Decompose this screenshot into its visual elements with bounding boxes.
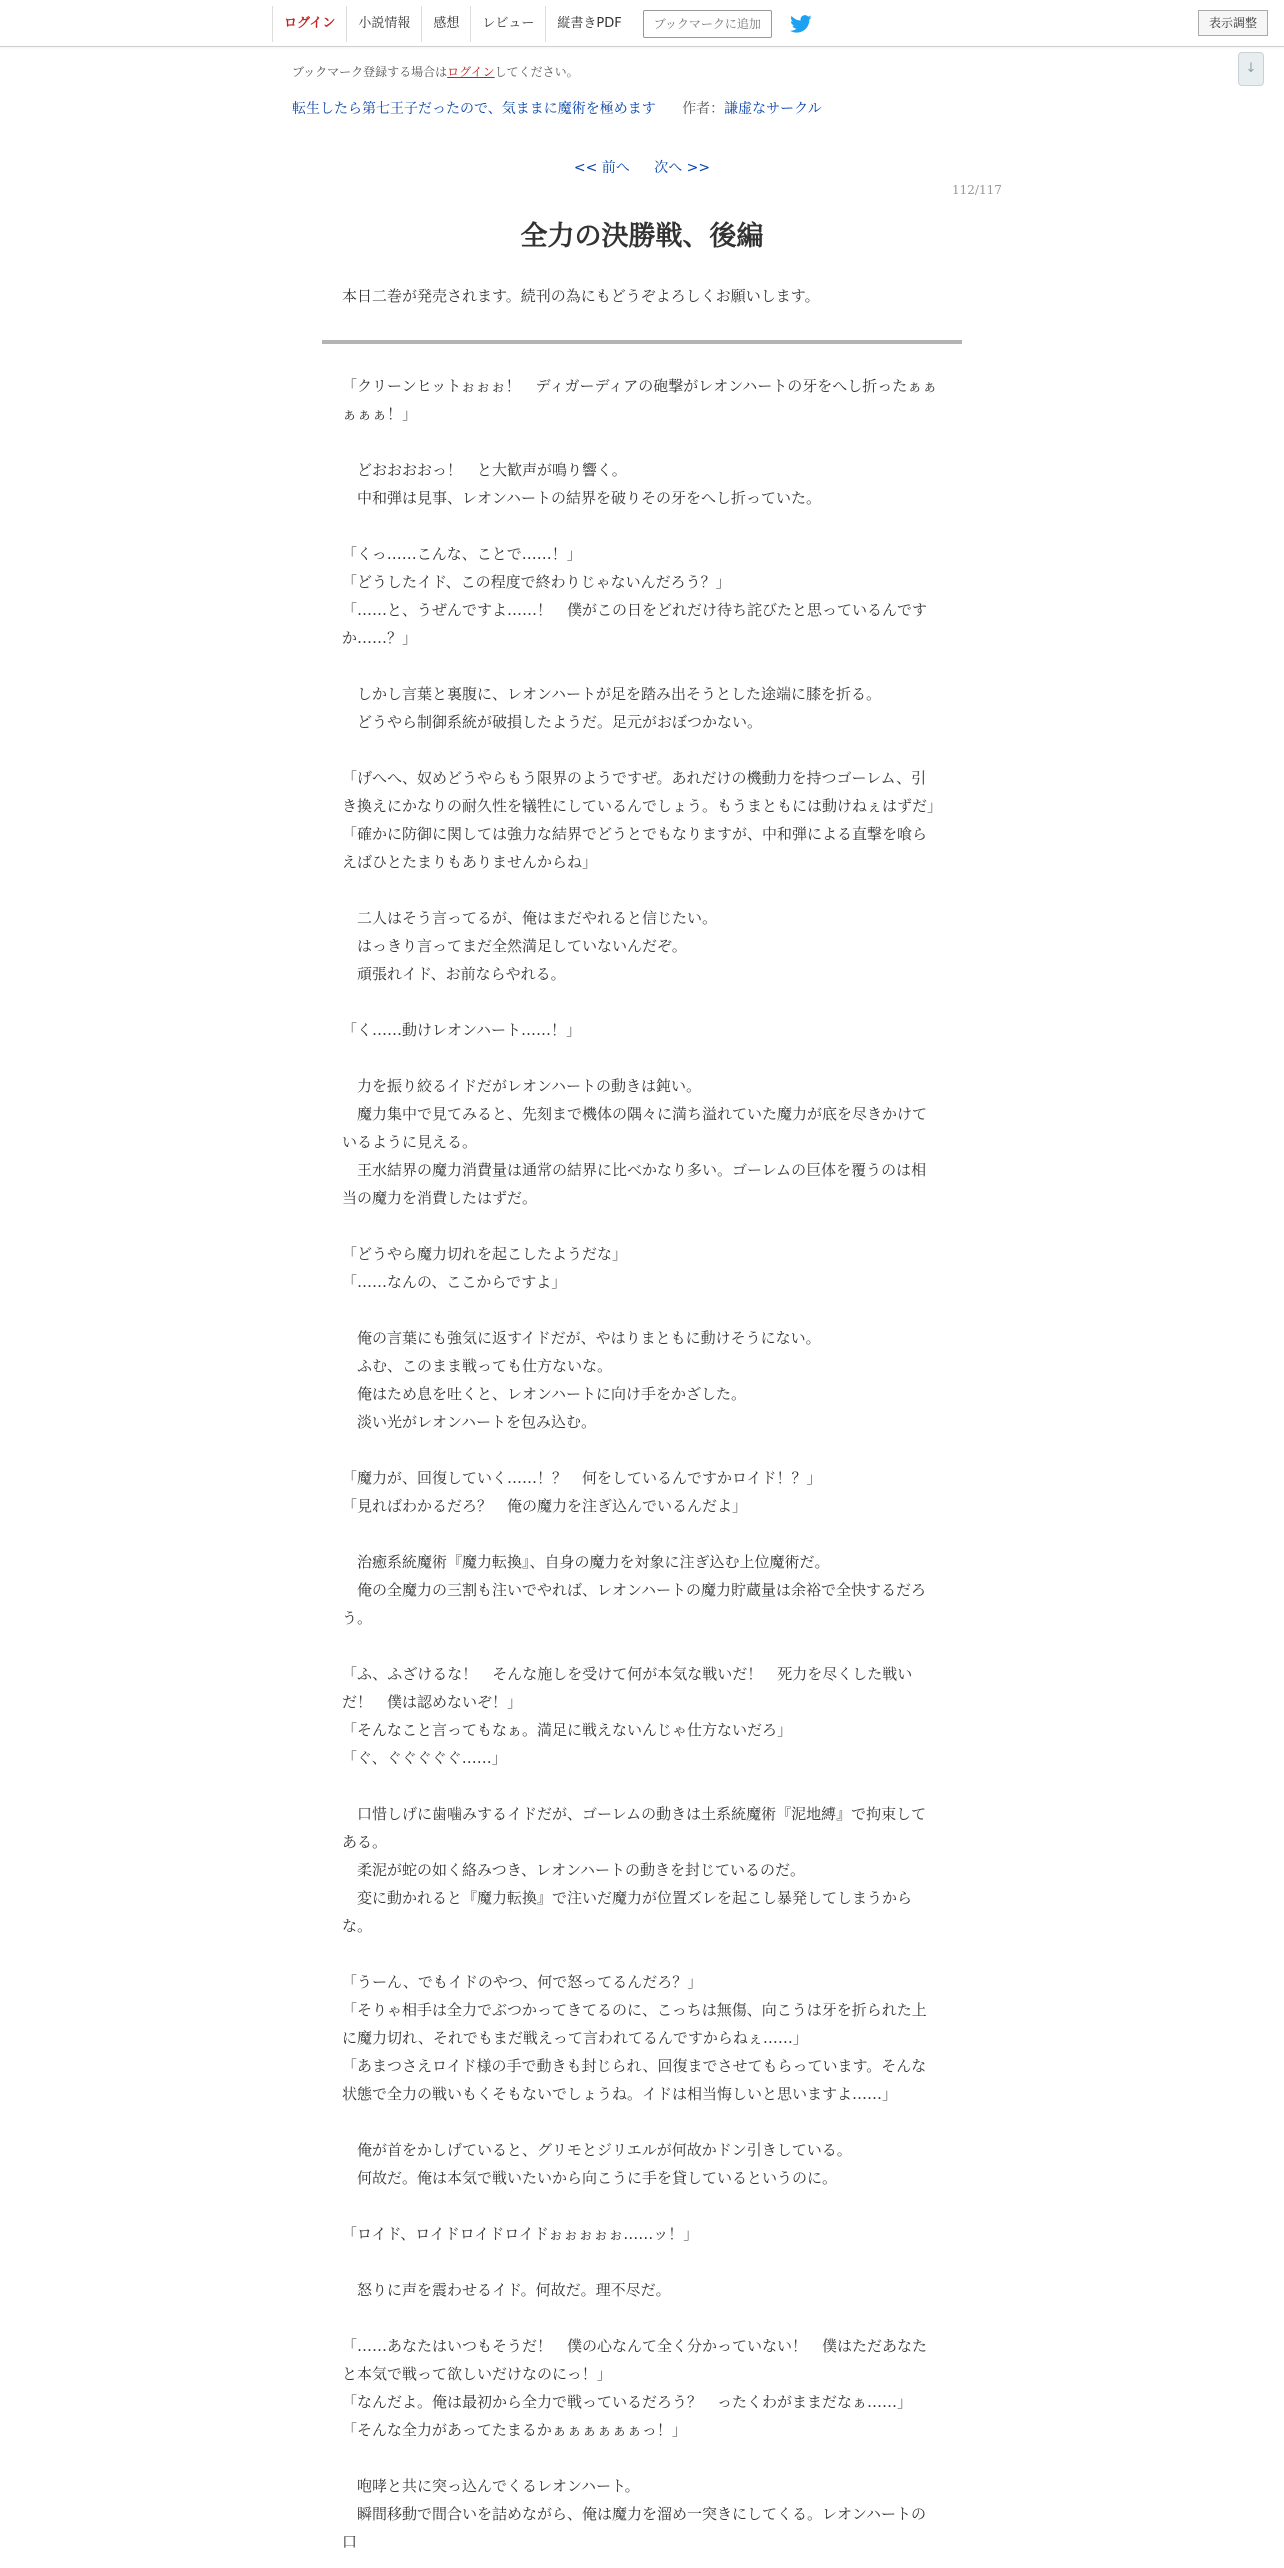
blank-line <box>342 2304 938 2332</box>
blank-line <box>342 652 938 680</box>
body-paragraph: どおおおおっ！ と大歓声が鳴り響く。 <box>342 461 627 479</box>
body-paragraph: 「……なんの、ここからですよ」 <box>342 1273 567 1291</box>
body-paragraph: 「そんな全力があってたまるかぁぁぁぁぁぁっ！」 <box>342 2421 687 2439</box>
body-paragraph: 頑張れイド、お前ならやれる。 <box>342 965 566 983</box>
body-paragraph: しかし言葉と裏腹に、レオンハートが足を踏み出そうとした途端に膝を折る。 <box>342 685 881 703</box>
blank-line <box>342 1940 938 1968</box>
body-paragraph: 俺はため息を吐くと、レオンハートに向け手をかざした。 <box>342 1385 746 1403</box>
blank-line <box>342 2192 938 2220</box>
body-paragraph: 変に動かれると『魔力転換』で注いだ魔力が位置ズレを起こし暴発してしまうからな。 <box>342 1889 913 1935</box>
body-paragraph: 二人はそう言ってるが、俺はまだやれると信じたい。 <box>342 909 718 927</box>
body-paragraph: 「うーん、でもイドのやつ、何で怒ってるんだろ？」 <box>342 1973 703 1991</box>
nav-login[interactable]: ログイン <box>272 6 346 42</box>
nav-vertical-pdf[interactable]: 縦書きPDF <box>545 6 632 42</box>
body-paragraph: 怒りに声を震わせるイド。何故だ。理不尽だ。 <box>342 2281 671 2299</box>
body-paragraph: 「くっ……こんな、ことで……！」 <box>342 545 582 563</box>
body-paragraph: 王水結界の魔力消費量は通常の結界に比べかなり多い。ゴーレムの巨体を覆うのは相当の魔力を消費したはずだ。 <box>342 1161 927 1207</box>
bookmark-login-notice <box>292 63 579 80</box>
body-paragraph: 「く……動けレオンハート……！」 <box>342 1021 581 1039</box>
body-paragraph: ふむ、このまま戦っても仕方ないな。 <box>342 1357 613 1375</box>
blank-line <box>342 988 938 1016</box>
body-paragraph: 瞬間移動で間合いを詰めながら、俺は魔力を溜め一突きにしてくる。レオンハートの口 <box>342 2505 926 2551</box>
body-paragraph: 「げへへ、奴めどうやらもう限界のようですぜ。あれだけの機動力を持つゴーレム、引き換えにかなりの耐久性を犠牲にしているんでしょう。もうまともには動けねぇはずだ」 <box>342 769 943 815</box>
body-paragraph: 淡い光がレオンハートを包み込む。 <box>342 1413 596 1431</box>
notice-login-link[interactable]: ログイン <box>447 65 495 79</box>
body-paragraph: 何故だ。俺は本気で戦いたいから向こうに手を貸しているというのに。 <box>342 2169 838 2187</box>
preface-divider <box>322 340 962 344</box>
nav-review[interactable]: レビュー <box>470 6 545 42</box>
body-paragraph: 「クリーンヒットぉぉぉ！ ディガーディアの砲撃がレオンハートの牙をへし折ったぁぁぁぁぁ！」 <box>342 377 938 423</box>
author-link[interactable]: 謙虚なサークル <box>724 101 822 117</box>
body-paragraph: 「……あなたはいつもそうだ！ 僕の心なんて全く分かっていない！ 僕はただあなたと本気で戦って欲しいだけなのにっ！」 <box>342 2337 928 2383</box>
body-paragraph: 「ロイド、ロイドロイドロイドぉぉぉぉぉ……ッ！」 <box>342 2225 699 2243</box>
blank-line <box>342 2444 938 2472</box>
blank-line <box>342 1212 938 1240</box>
nav-impressions[interactable]: 感想 <box>421 6 470 42</box>
blank-line <box>342 1044 938 1072</box>
scroll-down-button[interactable]: ↓ <box>1238 52 1264 86</box>
page-number: 112/117 <box>952 183 1002 197</box>
nav-menu <box>272 6 814 42</box>
twitter-icon[interactable] <box>788 13 814 35</box>
chapter-title: 全力の決勝戦、後編 <box>520 221 764 252</box>
blank-line <box>342 1632 938 1660</box>
novel-header <box>292 98 822 118</box>
prev-chapter-link[interactable]: << 前へ <box>573 160 630 176</box>
blank-line <box>342 428 938 456</box>
next-chapter-link[interactable]: 次へ >> <box>654 160 711 176</box>
body-paragraph: 柔泥が蛇の如く絡みつき、レオンハートの動きを封じているのだ。 <box>342 1861 806 1879</box>
body-paragraph: 「どうやら魔力切れを起こしたようだな」 <box>342 1245 628 1263</box>
blank-line <box>342 512 938 540</box>
body-paragraph: 魔力集中で見てみると、先刻まで機体の隅々に満ち溢れていた魔力が底を尽きかけているように見える。 <box>342 1105 928 1151</box>
body-paragraph: 俺が首をかしげていると、グリモとジリエルが何故かドン引きしている。 <box>342 2141 852 2159</box>
body-paragraph: はっきり言ってまだ全然満足していないんだぞ。 <box>342 937 687 955</box>
blank-line <box>342 736 938 764</box>
body-paragraph: 「ぐ、ぐぐぐぐぐ……」 <box>342 1749 507 1767</box>
body-paragraph: 中和弾は見事、レオンハートの結界を破りその牙をへし折っていた。 <box>342 489 821 507</box>
chapter-pager <box>0 157 1284 177</box>
blank-line <box>342 2248 938 2276</box>
notice-prefix: ブックマーク登録する場合は <box>292 65 448 79</box>
blank-line <box>342 876 938 904</box>
body-paragraph: 俺の言葉にも強気に返すイドだが、やはりまともに動けそうにない。 <box>342 1329 821 1347</box>
body-paragraph: 口惜しげに歯噛みするイドだが、ゴーレムの動きは土系統魔術『泥地縛』で拘束してある。 <box>342 1805 927 1851</box>
top-navbar <box>0 0 1284 47</box>
chapter-body <box>342 372 943 2556</box>
body-paragraph: 治癒系統魔術『魔力転換』、自身の魔力を対象に注ぎ込む上位魔術だ。 <box>342 1553 830 1571</box>
body-paragraph: 咆哮と共に突っ込んでくるレオンハート。 <box>342 2477 640 2495</box>
blank-line <box>342 1436 938 1464</box>
body-paragraph: 「なんだよ。俺は最初から全力で戦っているだろう？ ったくわがままだなぁ……」 <box>342 2393 913 2411</box>
body-paragraph: 「見ればわかるだろ？ 俺の魔力を注ぎ込んでいるんだよ」 <box>342 1497 748 1515</box>
add-bookmark-button[interactable]: ブックマークに追加 <box>643 10 772 38</box>
body-paragraph: 「そんなこと言ってもなぁ。満足に戦えないんじゃ仕方ないだろ」 <box>342 1721 793 1739</box>
body-paragraph: 「確かに防御に関しては強力な結界でどうとでもなりますが、中和弾による直撃を喰らえばひとたまりもありませんからね」 <box>342 825 928 871</box>
body-paragraph: 力を振り絞るイドだがレオンハートの動きは鈍い。 <box>342 1077 701 1095</box>
display-settings-button[interactable]: 表示調整 <box>1198 10 1268 36</box>
blank-line <box>342 1520 938 1548</box>
blank-line <box>342 1772 938 1800</box>
novel-title-link[interactable]: 転生したら第七王子だったので、気ままに魔術を極めます <box>292 101 656 117</box>
body-paragraph: 「あまつさえロイド様の手で動きも封じられ、回復までさせてもらっています。そんな状態で全力の戦いもくそもないでしょうね。イドは相当悔しいと思いますよ……」 <box>342 2057 927 2103</box>
body-paragraph: 「ふ、ふざけるな！ そんな施しを受けて何が本気な戦いだ！ 死力を尽くした戦いだ！ 僕は認めないぞ！」 <box>342 1665 913 1711</box>
notice-suffix: してください。 <box>494 65 579 79</box>
body-paragraph: どうやら制御系統が破損したようだ。足元がおぼつかない。 <box>342 713 763 731</box>
body-paragraph: 「そりゃ相手は全力でぶつかってきてるのに、こっちは無傷、向こうは牙を折られた上に魔力切れ、それでもまだ戦えって言われてるんですからねぇ……」 <box>342 2001 927 2047</box>
body-paragraph: 「どうしたイド、この程度で終わりじゃないんだろう？」 <box>342 573 731 591</box>
blank-line <box>342 2108 938 2136</box>
body-paragraph: 俺の全魔力の三割も注いでやれば、レオンハートの魔力貯蔵量は余裕で全快するだろう。 <box>342 1581 926 1627</box>
blank-line <box>342 1296 938 1324</box>
nav-novel-info[interactable]: 小説情報 <box>346 6 421 42</box>
author-label: 作者： <box>682 101 725 117</box>
chapter-preface: 本日二巻が発売されます。続刊の為にもどうぞよろしくお願いします。 <box>342 287 820 305</box>
body-paragraph: 「……と、うぜんですよ……！ 僕がこの日をどれだけ待ち詫びたと思っているんですか……？」 <box>342 601 928 647</box>
body-paragraph: 「魔力が、回復していく……！？ 何をしているんですかロイド！？」 <box>342 1469 822 1487</box>
